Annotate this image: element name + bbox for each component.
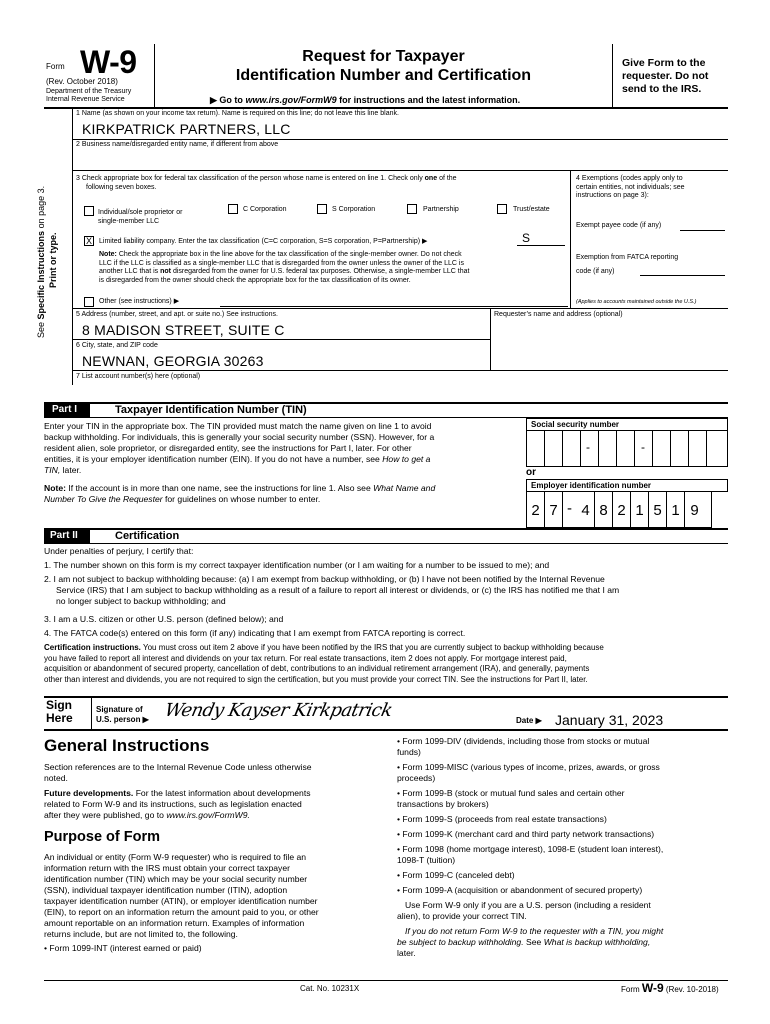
form-word: Form: [46, 62, 65, 71]
side-instructions: See Specific Instructions on page 3.: [36, 185, 46, 338]
general-instructions-heading: General Instructions: [44, 736, 210, 755]
llc-classification-field[interactable]: S: [517, 232, 565, 246]
certification-item-4: 4. The FATCA code(s) entered on this form (if any) indicating that I am exempt from FATCA reporting is correct.: [44, 628, 466, 638]
partnership-checkbox[interactable]: [407, 204, 417, 214]
line7-label: 7 List account number(s) here (optional): [76, 373, 201, 380]
ein-digit: 1: [671, 502, 680, 519]
ein-digit: 7: [549, 502, 558, 519]
individual-checkbox[interactable]: [84, 206, 94, 216]
ein-digit: 4: [581, 502, 590, 519]
sign-here-label: Sign Here: [46, 698, 73, 725]
department-line: Department of the Treasury: [46, 88, 132, 95]
ein-digit: 8: [599, 502, 608, 519]
footer-form-id: Form W-9 (Rev. 10-2018): [621, 981, 719, 995]
signature-label: Signature of U.S. person ▶: [96, 705, 149, 724]
fatca-label: Exemption from FATCA reporting code (if any): [576, 254, 679, 275]
partnership-label: Partnership: [423, 206, 459, 213]
form-number: W-9: [80, 44, 137, 80]
ein-digit: 2: [617, 502, 626, 519]
ssn-label: Social security number: [526, 418, 728, 431]
llc-note: Note: Check the appropriate box in the line above for the tax classification of the single-member owner. Do not check LLC if the LLC is classified as a single-member LLC that is disregarded from the owner unless the owner of the LLC is another LLC that is not disregarded from the owner for U.S. federal tax purposes. Otherwise, a single-member LLC that is disregarded from the owner should check the appropriate box for the tax classification of its owner.: [99, 251, 470, 284]
line3-label: 3 Check appropriate box for federal tax classification of the person whose name is entered on line 1. Check only one of the: [76, 175, 457, 182]
date-label: Date ▶: [516, 716, 542, 725]
c-corp-label: C Corporation: [243, 206, 287, 213]
part2-tag: Part II: [44, 529, 90, 543]
llc-label: Limited liability company. Enter the tax classification (C=C corporation, S=S corporation, P=Partnership) ▶: [99, 238, 428, 245]
requester-label: Requester’s name and address (optional): [494, 311, 623, 318]
part1-paragraph: Enter your TIN in the appropriate box. The TIN provided must match the name given on line 1 to avoid backup withholding. For individuals, this is generally your social security number (SSN). However, for a resident alien, sole proprietor, or disregarded entity, see the instructions for Part I, later. For other entities, it is your employer identification number (EIN). If you do not have a number, see How to get a TIN, later.: [44, 421, 435, 475]
form-list: • Form 1099-DIV (dividends, including those from stocks or mutual funds) • Form 1099-MISC (various types of income, prizes, awards, or gross proceeds) • Form 1099-B (stock or mutual fund sales and certain other transactions by brokers) • Form 1099-S (proceeds from real estate transactions) • Form 1099-K (merchant card and third party network transactions) • Form 1098 (home mortgage interest), 1098-E (student loan interest), 1098-T (tuition) • Form 1099-C (canceled debt) • Form 1099-A (acquisition or abandonment of secured property) Use Form W-9 only if you are a U.S. person (including a resident alien), to provide your correct TIN. If you do not return Form W-9 to the requester with a TIN, you might be subject to backup withholding. See What is backup withholding, later.: [397, 736, 664, 958]
trust-estate-checkbox[interactable]: [497, 204, 507, 214]
trust-estate-label: Trust/estate: [513, 206, 550, 213]
form-revision: (Rev. October 2018): [46, 77, 118, 86]
ein-dash: -: [567, 500, 572, 517]
ssn-field[interactable]: [526, 431, 728, 467]
address-field[interactable]: 8 MADISON STREET, SUITE C: [82, 322, 285, 338]
line6-label: 6 City, state, and ZIP code: [76, 342, 158, 349]
form-title-line2: Identification Number and Certification: [235, 67, 532, 84]
line2-label: 2 Business name/disregarded entity name, if different from above: [76, 141, 279, 148]
ein-digit: 5: [653, 502, 662, 519]
signature-field[interactable]: Wendy Kayser Kirkpatrick: [162, 700, 395, 721]
ein-digit: 2: [531, 502, 540, 519]
certification-item-3: 3. I am a U.S. citizen or other U.S. person (defined below); and: [44, 614, 284, 624]
certification-item-2: 2. I am not subject to backup withholding because: (a) I am exempt from backup withholding, or (b) I have not been notified by the Internal Revenue Service (IRS) that I am subject to backup withholding as a result of a failure to report all interest or dividends, or (c) the IRS has notified me that I am no longer subject to backup withholding; and: [44, 574, 620, 606]
llc-checkbox[interactable]: X: [85, 236, 92, 246]
certification-intro: Under penalties of perjury, I certify that:: [44, 546, 194, 556]
exempt-payee-label: Exempt payee code (if any): [576, 222, 662, 229]
print-or-type: Print or type.: [48, 232, 58, 288]
part2-title: Certification: [115, 530, 180, 542]
part1-note: Note: If the account is in more than one name, see the instructions for line 1. Also see What Name and Number To Give the Requester for guidelines on whose number to enter.: [44, 483, 436, 504]
purpose-paragraph: An individual or entity (Form W-9 requester) who is required to file an information return with the IRS must obtain your correct taxpayer identification number (TIN) which may be your social security number (SSN), individual taxpayer identification number (ITIN), adoption taxpayer identification number (ATIN), or employer identification number (EIN), to report on an information return the amount paid to you, or other amount reportable on an information return. Examples of information returns include, but are not limited to, the following. • Form 1099-INT (interest earned or paid): [44, 852, 319, 953]
line1-label: 1 Name (as shown on your income tax return). Name is required on this line; do not leave this line blank.: [76, 110, 399, 117]
date-field[interactable]: January 31, 2023: [555, 712, 664, 728]
irs-url-link[interactable]: www.irs.gov/FormW9: [245, 95, 337, 105]
goto-instructions: ▶ Go to www.irs.gov/FormW9 for instructions and the latest information.: [210, 95, 521, 105]
part1-title: Taxpayer Identification Number (TIN): [115, 404, 307, 416]
line5-label: 5 Address (number, street, and apt. or suite no.) See instructions.: [76, 311, 278, 318]
ein-digit: 1: [635, 502, 644, 519]
city-state-zip-field[interactable]: NEWNAN, GEORGIA 30263: [82, 353, 264, 369]
or-label: or: [526, 467, 536, 478]
give-form-notice: Give Form to the requester. Do not send to the IRS.: [622, 57, 709, 95]
agency-line: Internal Revenue Service: [46, 96, 125, 103]
part1-tag: Part I: [44, 403, 90, 417]
certification-instructions: Certification instructions. You must cross out item 2 above if you have been notified by the IRS that you are currently subject to backup withholding because you have failed to report all interest and dividends on your tax return. For real estate transactions, item 2 does not apply. For mortgage interest paid, acquisition or abandonment of secured property, cancellation of debt, contributions to an individual retirement arrangement (IRA), and generally, payments other than interest and dividends, you are not required to sign the certification, but you must provide your correct TIN. See the instructions for Part II, later.: [44, 643, 604, 684]
fatca-applies-note: (Applies to accounts maintained outside the U.S.): [576, 299, 697, 305]
name-field[interactable]: KIRKPATRICK PARTNERS, LLC: [82, 121, 291, 137]
section-references: Section references are to the Internal Revenue Code unless otherwise noted.: [44, 762, 312, 783]
form-title-line1: Request for Taxpayer: [302, 48, 465, 65]
s-corp-checkbox[interactable]: [317, 204, 327, 214]
purpose-heading: Purpose of Form: [44, 829, 161, 845]
exemptions-heading: 4 Exemptions (codes apply only to certain entities, not individuals; see instructions on page 3):: [576, 175, 685, 199]
s-corp-label: S Corporation: [332, 206, 376, 213]
ssn-dash-2: -: [641, 440, 645, 454]
other-checkbox[interactable]: [84, 297, 94, 307]
ein-label: Employer identification number: [526, 479, 728, 492]
future-developments: Future developments. For the latest information about developments related to Form W-9 and its instructions, such as legislation enacted after they were published, go to www.irs.gov/FormW9.: [44, 788, 311, 820]
ein-digit: 9: [690, 502, 699, 519]
other-label: Other (see instructions) ▶: [99, 298, 180, 305]
line3-label2: following seven boxes.: [86, 184, 157, 191]
certification-item-1: 1. The number shown on this form is my correct taxpayer identification number (or I am waiting for a number to be issued to me); and: [44, 560, 550, 570]
catalog-number: Cat. No. 10231X: [300, 984, 360, 993]
individual-label: Individual/sole proprietor or single-member LLC: [98, 209, 183, 225]
ssn-dash-1: -: [586, 440, 590, 454]
c-corp-checkbox[interactable]: [228, 204, 238, 214]
